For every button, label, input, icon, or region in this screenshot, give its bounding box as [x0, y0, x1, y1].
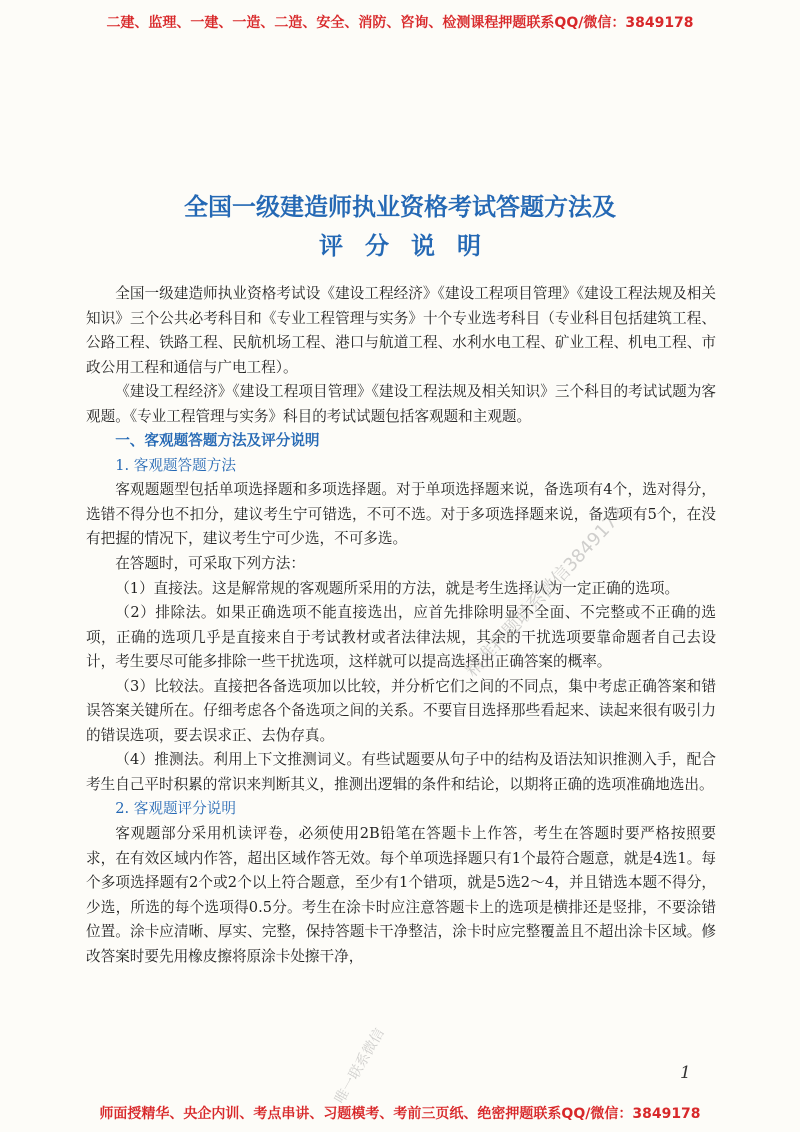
paragraph-intro-1: 全国一级建造师执业资格考试设《建设工程经济》《建设工程项目管理》《建设工程法规及相关知识》三个公共必考科目和《专业工程管理与实务》十个专业选考科目（专业科目包括建筑工程、公路工程、铁路工程、民航机场工程、港口与航道工程、水利水电工程、矿业工程、机电工程、市政公用工程和通信与广电工程）。 — [86, 285, 716, 376]
document-title-line-1: 全国一级建造师执业资格考试答题方法及 — [184, 192, 616, 221]
paragraph-elimination-method: （2）排除法。如果正确选项不能直接选出，应首先排除明显不全面、不完整或不正确的选项，正确的选项几乎是直接来自于考试教材或者法律法规，其余的干扰选项要靠命题者自己去设计，考生要尽可能多排除一些干扰选项，这样就可以提高选择出正确答案的概率。 — [86, 604, 716, 671]
paragraph-inference-method: （4）推测法。利用上下文推测词义。有些试题要从句子中的结构及语法知识推测入手，配合考生自己平时积累的常识来判断其义，推测出逻辑的条件和结论，以期将正确的选项准确地选出。 — [86, 751, 716, 793]
paragraph-scoring: 客观题部分采用机读评卷，必须使用2B铅笔在答题卡上作答，考生在答题时要严格按照要求，在有效区域内作答，超出区域作答无效。每个单项选择题只有1个最符合题意，就是4选1。每个多项选择题有2个或2个以上符合题意，至少有1个错项，就是5选2～4，并且错选本题不得分，少选，所选的每个选项得0.5分。考生在涂卡时应注意答题卡上的选项是横排还是竖排，不要涂错位置。涂卡应清晰、厚实、完整，保持答题卡干净整洁，涂卡时应完整覆盖且不超出涂卡区域。修改答案时要先用橡皮擦将原涂卡处擦干净， — [86, 825, 716, 965]
subsection-heading-scoring: 2. 客观题评分说明 — [115, 800, 236, 818]
bottom-promo-banner: 师面授精华、央企内训、考点串讲、习题模考、考前三页纸、绝密押题联系QQ/微信：3849178 — [99, 1106, 701, 1122]
paragraph-comparison-method: （3）比较法。直接把各备选项加以比较，并分析它们之间的不同点，集中考虑正确答案和错误答案关键所在。仔细考虑各个备选项之间的关系。不要盲目选择那些看起来、读起来很有吸引力的错误选项，要去误求正、去伪存真。 — [86, 677, 716, 744]
diagonal-watermark: 精准押题联系微信3849178 — [461, 502, 630, 682]
subsection-heading-methods: 1. 客观题答题方法 — [115, 456, 236, 474]
paragraph-direct-method: （1）直接法。这是解常规的客观题所采用的方法，就是考生选择认为一定正确的选项。 — [115, 579, 680, 597]
paragraph-intro-2: 《建设工程经济》《建设工程项目管理》《建设工程法规及相关知识》三个科目的考试试题为客观题。《专业工程管理与实务》科目的考试试题包括客观题和主观题。 — [86, 383, 716, 425]
bottom-watermark: 唯一联系微信 — [331, 1025, 388, 1107]
document-body — [86, 282, 716, 969]
top-promo-banner: 二建、监理、一建、一造、二造、安全、消防、咨询、检测课程押题联系QQ/微信：3849178 — [106, 15, 694, 31]
paragraph-method-intro: 客观题题型包括单项选择题和多项选择题。对于单项选择题来说，备选项有4个，选对得分，选错不得分也不扣分，建议考生宁可错选，不可不选。对于多项选择题来说，备选项有5个，在没有把握的情况下，建议考生宁可少选，不可多选。 — [86, 481, 716, 548]
section-heading-objective: 一、客观题答题方法及评分说明 — [115, 432, 320, 450]
document-title-line-2: 评分说明 — [319, 231, 503, 260]
page-number: 1 — [680, 1063, 691, 1083]
paragraph-method-lead: 在答题时，可采取下列方法： — [115, 555, 305, 573]
